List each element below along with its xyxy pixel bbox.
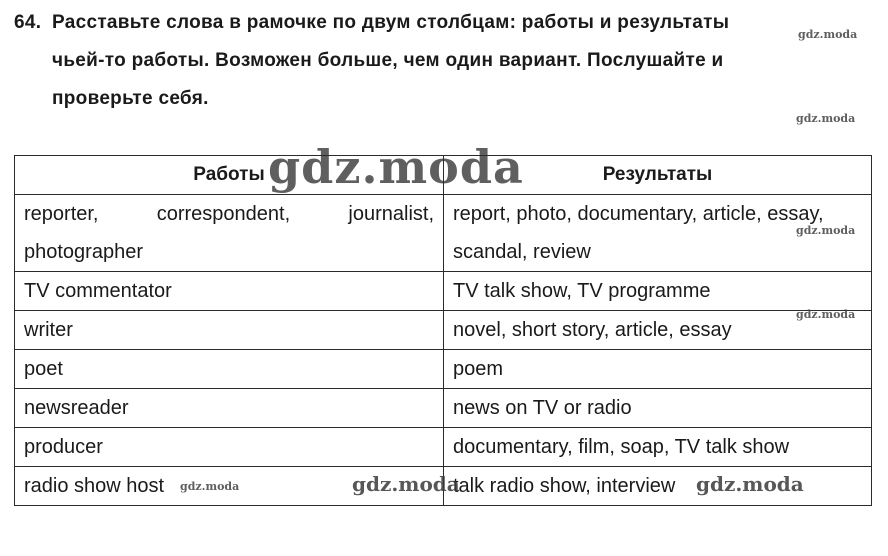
jobs-cell: newsreader [15,389,444,428]
results-cell: TV talk show, TV programme [444,272,872,311]
results-cell: news on TV or radio [444,389,872,428]
jobs-cell: TV commentator [15,272,444,311]
watermark: gdz.moda [696,472,804,496]
table-header-row [15,156,872,195]
instruction-line-3: проверьте себя. [52,88,209,109]
results-cell: documentary, film, soap, TV talk show [444,428,872,467]
watermark-large: gdz.moda [268,140,524,194]
jobs-cell: reporter, correspondent, journalist, photographer [15,195,444,272]
jobs-results-table [14,155,872,506]
exercise-instructions [14,4,874,118]
header-results: Результаты [444,156,872,195]
table-row [15,350,872,389]
jobs-cell: writer [15,311,444,350]
watermark: gdz.moda [796,112,856,125]
jobs-cell: radio show host [15,467,444,506]
table-row [15,311,872,350]
jobs-cell: producer [15,428,444,467]
results-cell: novel, short story, article, essay [444,311,872,350]
header-jobs: Работы [15,156,444,195]
instruction-line-1: Расставьте слова в рамочке по двум столбцам: работы и результаты [52,12,730,33]
table-row [15,195,872,272]
watermark: gdz.moda [180,480,240,493]
results-cell: poem [444,350,872,389]
table-row [15,272,872,311]
results-cell: report, photo, documentary, article, essay, scandal, review [444,195,872,272]
watermark: gdz.moda [798,28,858,41]
watermark: gdz.moda [352,472,460,496]
jobs-cell: poet [15,350,444,389]
table-row [15,389,872,428]
watermark: gdz.moda [796,224,856,237]
table-row [15,467,872,506]
watermark: gdz.moda [796,308,856,321]
results-cell: talk radio show, interview [444,467,872,506]
table-row [15,428,872,467]
instruction-line-2: чьей-то работы. Возможен больше, чем один вариант. Послушайте и [52,50,724,71]
exercise-number: 64. [14,12,42,33]
